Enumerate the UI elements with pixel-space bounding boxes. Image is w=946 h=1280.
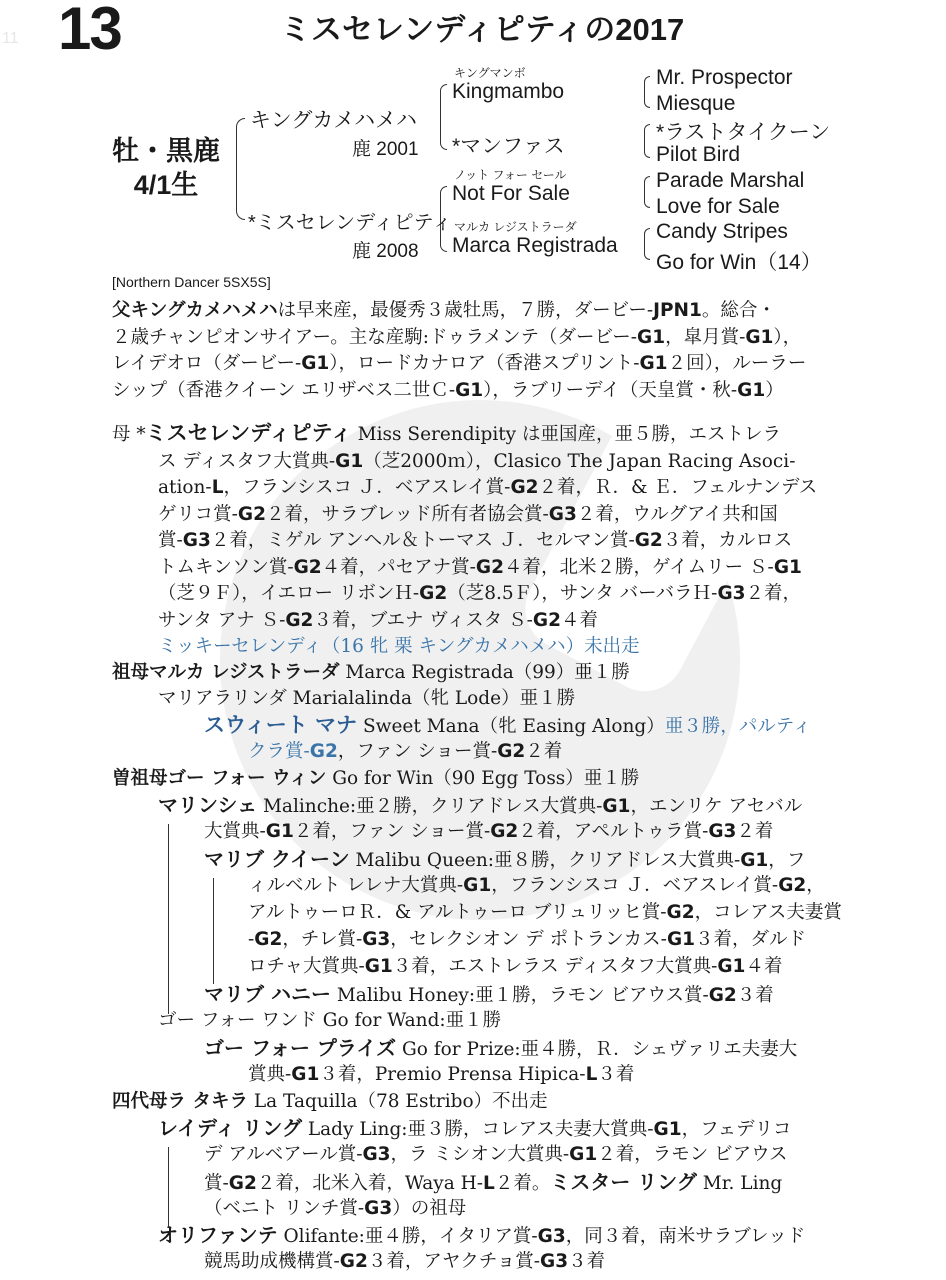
text-run: ， bbox=[806, 875, 825, 896]
dam-sire-kana: ノット フォー セール bbox=[454, 168, 567, 182]
sibling-entry: ミッキーセレンディ（16 牝 栗 キングカメハメハ）未出走 bbox=[158, 636, 640, 657]
text-run: G3 bbox=[362, 929, 391, 950]
text-run: Miss Serendipity は亜国産，亜５勝，エストレラ bbox=[351, 424, 782, 445]
text-run: G2 bbox=[237, 503, 266, 525]
text-run: ２着，Ｒ．& Ｅ．フェルナンデス bbox=[538, 477, 818, 498]
text-run: G1 bbox=[301, 353, 330, 374]
text-run: ，フェデリコ bbox=[681, 1119, 792, 1140]
text-run: ，フランシスコ Ｊ．ベアスレイ賞- bbox=[491, 875, 779, 896]
text-run: シップ（香港クイーン エリザベス二世Ｃ- bbox=[112, 379, 456, 401]
text-run: ４着 bbox=[560, 609, 598, 631]
text-run: G1 bbox=[666, 929, 695, 950]
dam-dam-name: Marca Registrada bbox=[452, 234, 618, 257]
text-run: ミスター リング bbox=[550, 1170, 697, 1194]
label-sire: 父 bbox=[112, 300, 131, 321]
text-run: G2 bbox=[475, 556, 504, 578]
text-run: Olifante:亜４勝，イタリア賞- bbox=[277, 1226, 538, 1247]
bracket-g3-3 bbox=[644, 176, 650, 208]
text-run: 亜３勝，パルティ bbox=[664, 716, 812, 737]
text-run: G3 bbox=[182, 530, 211, 551]
text-run: G1 bbox=[455, 379, 484, 401]
text-run: G1 bbox=[364, 956, 393, 977]
family-line bbox=[112, 766, 639, 793]
text-run: マリアラリンダ Marialalinda（牝 Lode）亜１勝 bbox=[158, 688, 576, 709]
text-run: ４着 bbox=[745, 956, 783, 977]
text-run: ２着。 bbox=[494, 1173, 551, 1194]
text-run: G2 bbox=[293, 556, 322, 578]
text-run: Sweet Mana（牝 Easing Along） bbox=[357, 716, 665, 737]
g3-ancestor: Mr. Prospector bbox=[656, 66, 793, 89]
text-run: Malinche:亜２勝，クリアドレス大賞典- bbox=[257, 796, 603, 817]
family-line bbox=[204, 1196, 466, 1223]
family-line bbox=[158, 792, 802, 821]
text-run: ２着， bbox=[745, 583, 802, 604]
bracket-g3-4 bbox=[644, 228, 650, 260]
text-run: ，エンリケ アセバル bbox=[630, 796, 803, 817]
g3-ancestor: Go for Win（14） bbox=[656, 251, 822, 274]
text-run: G1 bbox=[639, 353, 668, 374]
text-run: ２着 bbox=[736, 821, 774, 842]
family-line bbox=[204, 846, 805, 875]
family-line bbox=[158, 686, 575, 713]
text-run: 大賞典- bbox=[204, 821, 266, 842]
text-run: ）， bbox=[773, 326, 802, 348]
text-run: ２回），ルーラー bbox=[667, 353, 807, 374]
family-line bbox=[204, 819, 773, 846]
sire-color-year: 鹿 2001 bbox=[352, 139, 419, 160]
bracket-g3-2 bbox=[644, 124, 650, 158]
page-title: ミスセレンディピティの2017 bbox=[280, 12, 685, 47]
text-run: G2 bbox=[419, 583, 448, 604]
text-run: （芝2000ｍ），Clasico The Japan Racing Asoci- bbox=[363, 450, 796, 472]
text-run: Mr. Ling bbox=[696, 1173, 783, 1194]
text-run: ２着，ミゲル アンヘル＆トーマス Ｊ．セルマン賞- bbox=[210, 530, 635, 551]
text-run: トムキンソン賞- bbox=[158, 556, 294, 578]
text-run: サンタ アナ Ｓ- bbox=[158, 609, 286, 631]
text-run: ２着，北米入着，Waya H- bbox=[256, 1173, 484, 1194]
text-run: * bbox=[136, 424, 146, 445]
faint-mark: 11 bbox=[2, 30, 19, 47]
text-run: オリファンテ bbox=[158, 1223, 278, 1247]
text-run: ），ロードカナロア（香港スプリント- bbox=[329, 353, 640, 374]
text-run: G1 bbox=[653, 1119, 682, 1140]
inbreeding-note: [Northern Dancer 5SX5S] bbox=[112, 274, 271, 290]
text-run: L bbox=[483, 1173, 495, 1194]
family-line bbox=[204, 712, 811, 741]
text-run: ation- bbox=[158, 477, 212, 498]
text-run: ２着，ウルグアイ共和国 bbox=[576, 503, 778, 525]
text-run: マリブ クイーン bbox=[204, 847, 350, 871]
lot-number: 13 bbox=[58, 0, 121, 62]
text-run: G1 bbox=[745, 326, 774, 348]
g3-ancestor: Candy Stripes bbox=[656, 220, 788, 243]
text-run: G2 bbox=[254, 929, 283, 950]
text-run: G1 bbox=[717, 956, 746, 977]
text-run: G2 bbox=[228, 1173, 257, 1194]
tree-line bbox=[213, 878, 214, 984]
sex-color: 牡・黒鹿 bbox=[112, 136, 220, 166]
text-run: ），ラブリーデイ（天皇賞・秋- bbox=[483, 379, 738, 401]
text-run: Marca Registrada（99）亜１勝 bbox=[339, 662, 630, 683]
text-run: ２歳チャンピオンサイアー。主な産駒:ドゥラメンテ（ダービー- bbox=[112, 326, 638, 348]
text-run: ）の祖母 bbox=[392, 1198, 467, 1219]
family-paragraph bbox=[112, 660, 630, 687]
text-run: ３着 bbox=[736, 985, 774, 1006]
text-run: G2 bbox=[532, 609, 561, 631]
text-run: G1 bbox=[773, 556, 802, 578]
text-run: ィルベルト レレナ大賞典- bbox=[248, 875, 464, 896]
text-run: Malibu Queen:亜８勝，クリアドレス大賞典- bbox=[349, 850, 741, 871]
text-run: ３着，ブエナ ヴィスタ Ｓ- bbox=[313, 609, 533, 631]
text-run: ４着，北米２勝，ゲイムリー Ｓ- bbox=[503, 556, 774, 578]
text-run: 四代母 bbox=[112, 1091, 168, 1112]
text-run: ４着，パセアナ賞- bbox=[321, 556, 476, 578]
dam-sire-name: Not For Sale bbox=[452, 182, 570, 205]
text-run: G3 bbox=[548, 503, 577, 525]
tree-line bbox=[168, 824, 169, 1014]
family-line bbox=[158, 1222, 805, 1251]
family-line bbox=[158, 1115, 791, 1144]
text-run: ２着，ファン ショー賞- bbox=[293, 821, 491, 842]
dam-highlight: ミスセレンディピティ bbox=[145, 421, 352, 445]
text-run: G1 bbox=[291, 1064, 320, 1085]
text-run: は早来産，最優秀３歳牡馬，７勝，ダービー- bbox=[277, 300, 654, 321]
text-run: ，ラ ミシオン大賞典- bbox=[390, 1144, 570, 1165]
text-run: マリンシェ bbox=[158, 793, 258, 817]
text-run: （芝９Ｆ），イエロー リボンＨ- bbox=[158, 583, 420, 604]
text-run: G3 bbox=[540, 1251, 569, 1272]
text-run: G2 bbox=[666, 902, 695, 923]
text-run: ２着 bbox=[525, 741, 563, 762]
text-run: Go for Prize:亜４勝，Ｒ．シェヴァリエ夫妻大 bbox=[396, 1039, 798, 1060]
birth-date: 4/1生 bbox=[133, 170, 199, 200]
text-run: G1 bbox=[602, 796, 631, 817]
text-run: L bbox=[585, 1064, 598, 1085]
text-run: ゴー フォー プライズ bbox=[204, 1036, 397, 1060]
text-run: マリブ ハニー bbox=[204, 982, 331, 1006]
text-run: 競馬助成機構賞- bbox=[204, 1251, 340, 1272]
family-line bbox=[248, 739, 562, 766]
text-run: ３着，カルロス bbox=[662, 530, 793, 551]
text-run: G3 bbox=[717, 583, 746, 604]
tree-line bbox=[168, 1147, 169, 1227]
g3-ancestor: Parade Marshal bbox=[656, 169, 805, 192]
text-run: ロチャ大賞典- bbox=[248, 956, 365, 977]
text-run: L bbox=[211, 477, 224, 498]
text-run: Malibu Honey:亜１勝，ラモン ビアウス賞- bbox=[330, 985, 709, 1006]
dam-color-year: 鹿 2008 bbox=[352, 241, 419, 262]
text-run: G3 bbox=[362, 1144, 391, 1165]
text-run: G1 bbox=[637, 326, 666, 348]
text-run: スウィート マナ bbox=[204, 713, 358, 737]
text-run: 母 bbox=[112, 424, 131, 445]
text-run: ３着，アヤクチョ賞- bbox=[367, 1251, 541, 1272]
family-line bbox=[204, 1035, 797, 1064]
g3-ancestor: Pilot Bird bbox=[656, 143, 741, 166]
text-run: ３着，エストレラス ディスタフ大賞典- bbox=[392, 956, 718, 977]
text-run: レイデオロ（ダービー- bbox=[112, 353, 302, 374]
sire-name: キングカメハメハ bbox=[250, 109, 417, 132]
text-run: 。総合・ bbox=[701, 300, 776, 321]
family-line bbox=[248, 954, 782, 981]
text-run: ３着 bbox=[568, 1251, 606, 1272]
text-run: Go for Win（90 Egg Toss）亜１勝 bbox=[326, 768, 640, 789]
g3-ancestor: Miesque bbox=[656, 92, 736, 115]
sire-sire-name: Kingmambo bbox=[452, 80, 565, 103]
text-run: ゴー フォー ウィン bbox=[167, 768, 327, 789]
family-line bbox=[204, 1249, 605, 1276]
text-run: ラ タキラ bbox=[167, 1091, 248, 1112]
text-run: ゲリコ賞- bbox=[158, 503, 238, 525]
family-line bbox=[204, 1142, 788, 1169]
text-run: G1 bbox=[265, 821, 294, 842]
text-run: G2 bbox=[497, 741, 526, 762]
sire-highlight: キングカメハメハ bbox=[130, 300, 278, 321]
dam-paragraph bbox=[112, 420, 817, 661]
text-run: G3 bbox=[364, 1198, 393, 1219]
text-run: ス ディスタフ大賞典- bbox=[158, 450, 336, 472]
text-run: G2 bbox=[490, 821, 519, 842]
family-line bbox=[248, 927, 806, 954]
text-run: ３着 bbox=[597, 1064, 635, 1085]
text-run: ，セレクシオン デ ポトランカス- bbox=[390, 929, 667, 950]
text-run: G2 bbox=[510, 477, 539, 498]
text-run: ２着，アペルトゥラ賞- bbox=[518, 821, 709, 842]
sex-color-block bbox=[112, 134, 220, 202]
text-run: 祖母 bbox=[112, 662, 150, 683]
bracket-parents bbox=[236, 118, 245, 220]
text-run: ３着，Premio Prensa Hipica- bbox=[319, 1064, 586, 1085]
sire-paragraph bbox=[112, 298, 806, 404]
text-run: La Taquilla（78 Estribo）不出走 bbox=[247, 1091, 548, 1112]
text-run: ２着，サラブレッド所有者協会賞- bbox=[265, 503, 549, 525]
text-run: G1 bbox=[569, 1144, 598, 1165]
text-run: ゴー フォー ワンド Go for Wand:亜１勝 bbox=[158, 1010, 502, 1031]
family-line bbox=[248, 900, 842, 927]
sire-dam-name: *マンファス bbox=[452, 135, 565, 158]
text-run: アルトゥーロＲ．& アルトゥーロ ブリュリッヒ賞- bbox=[248, 902, 667, 923]
text-run: ２着，ラモン ビアウス bbox=[597, 1144, 788, 1165]
text-run: マルカ レジストラーダ bbox=[149, 662, 340, 683]
text-run: JPN1 bbox=[653, 300, 702, 321]
text-run: G2 bbox=[634, 530, 663, 551]
text-run: G1 bbox=[335, 450, 364, 472]
g3-ancestor: *ラストタイクーン bbox=[656, 121, 831, 144]
sire-sire-kana: キングマンボ bbox=[454, 66, 526, 80]
text-run: （芝8.5Ｆ），サンタ バーバラＨ- bbox=[447, 583, 718, 604]
family-line bbox=[204, 981, 774, 1010]
text-run: 曽祖母 bbox=[112, 768, 168, 789]
text-run: ，チレ賞- bbox=[282, 929, 363, 950]
text-run: G2 bbox=[285, 609, 314, 631]
text-run: G1 bbox=[737, 379, 766, 401]
text-run: ，フランシスコ Ｊ．ベアスレイ賞- bbox=[223, 477, 511, 498]
family-line bbox=[112, 1089, 548, 1116]
text-run: ） bbox=[765, 379, 784, 401]
text-run: レイディ リング bbox=[158, 1116, 302, 1140]
text-run: 賞典- bbox=[248, 1064, 292, 1085]
text-run: ，フ bbox=[768, 850, 806, 871]
g3-ancestor: Love for Sale bbox=[656, 195, 780, 218]
text-run: （ベニト リンチ賞- bbox=[204, 1198, 365, 1219]
text-run: G3 bbox=[708, 821, 737, 842]
family-line bbox=[248, 1062, 634, 1089]
text-run: ，皐月賞- bbox=[665, 326, 746, 348]
text-run: Lady Ling:亜３勝，コレアス夫妻大賞典- bbox=[301, 1119, 654, 1140]
bracket-sire bbox=[440, 84, 447, 150]
text-run: G2 bbox=[309, 741, 338, 762]
text-run: - bbox=[248, 929, 255, 950]
bracket-g3-1 bbox=[644, 76, 650, 108]
text-run: デ アルベアール賞- bbox=[204, 1144, 363, 1165]
text-run: ，同３着，南米サラブレッド bbox=[565, 1226, 806, 1247]
dam-dam-kana: マルカ レジストラーダ bbox=[454, 220, 577, 234]
family-line bbox=[248, 873, 825, 900]
text-run: G2 bbox=[778, 875, 807, 896]
text-run: G2 bbox=[339, 1251, 368, 1272]
family-line bbox=[204, 1169, 782, 1198]
text-run: 賞- bbox=[158, 530, 183, 551]
text-run: ，コレアス夫妻賞 bbox=[694, 902, 842, 923]
text-run: G2 bbox=[708, 985, 737, 1006]
text-run: G1 bbox=[463, 875, 492, 896]
text-run: G1 bbox=[740, 850, 769, 871]
text-run: 賞- bbox=[204, 1173, 229, 1194]
text-run: ，ファン ショー賞- bbox=[337, 741, 498, 762]
dam-name: *ミスセレンディピティ bbox=[248, 212, 453, 234]
text-run: ３着，ダルド bbox=[695, 929, 807, 950]
text-run: G3 bbox=[537, 1226, 566, 1247]
family-line bbox=[158, 1008, 501, 1035]
text-run: クラ賞- bbox=[248, 741, 310, 762]
